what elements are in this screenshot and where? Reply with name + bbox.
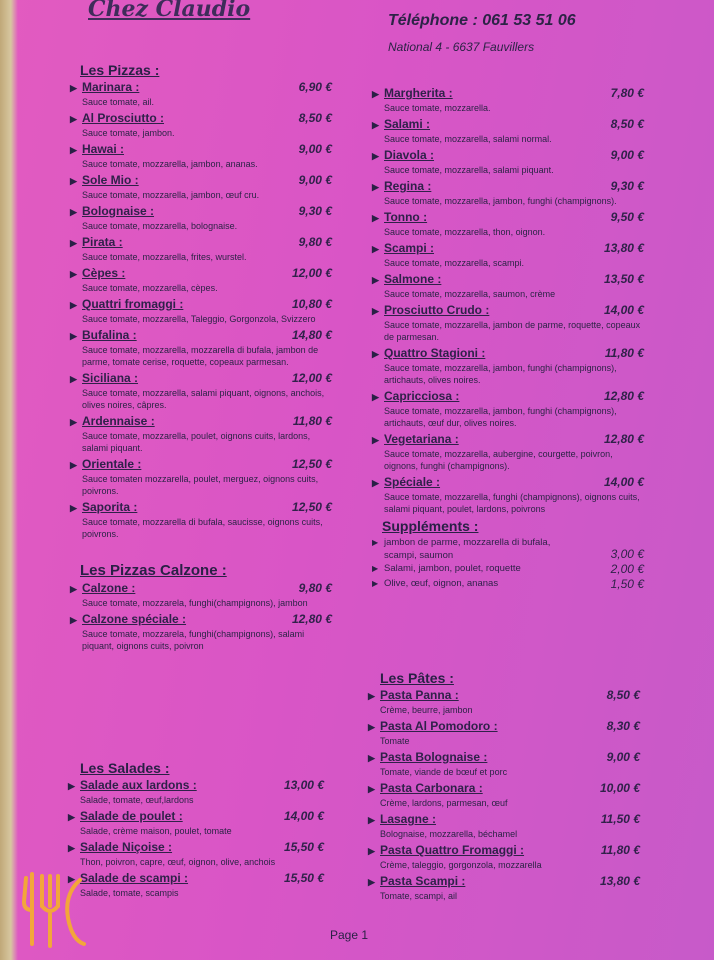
pizzas-left-column <box>70 62 332 543</box>
menu-item-price: 11,80 € <box>600 843 640 857</box>
menu-item <box>368 688 640 716</box>
supplements-list <box>372 536 644 592</box>
menu-item <box>70 297 332 325</box>
menu-item-name: Salade de scampi : <box>80 871 189 885</box>
triangle-right-icon: ▶ <box>70 269 77 279</box>
menu-item <box>70 173 332 201</box>
menu-item-row <box>70 328 332 344</box>
triangle-right-icon: ▶ <box>372 306 379 316</box>
triangle-right-icon: ▶ <box>70 460 77 470</box>
menu-item-row <box>68 778 324 794</box>
triangle-right-icon: ▶ <box>372 579 379 588</box>
triangle-right-icon: ▶ <box>368 691 375 701</box>
supplement-price: 2,00 € <box>610 562 644 576</box>
menu-item-name: Siciliana : <box>82 371 139 385</box>
menu-item-description: Thon, poivron, capre, œuf, oignon, olive, anchois <box>80 857 276 867</box>
menu-item-price: 15,50 € <box>283 840 324 854</box>
menu-item-description: Tomate, scampi, ail <box>380 891 458 901</box>
menu-item-name: Spéciale : <box>384 475 441 489</box>
menu-item-description: Salade, tomate, œuf,lardons <box>80 795 194 805</box>
menu-item <box>68 871 324 899</box>
menu-item <box>68 778 324 806</box>
menu-item <box>368 719 640 747</box>
menu-item-name: Marinara : <box>82 80 140 94</box>
menu-item <box>70 612 332 652</box>
triangle-right-icon: ▶ <box>368 877 375 887</box>
triangle-right-icon: ▶ <box>372 478 379 488</box>
menu-item-row <box>68 840 324 856</box>
menu-item-price: 14,00 € <box>603 303 644 317</box>
menu-item <box>372 117 644 145</box>
supplement-row <box>372 577 644 592</box>
triangle-right-icon: ▶ <box>368 784 375 794</box>
menu-item-row <box>372 148 644 164</box>
menu-item-description: Bolognaise, mozzarella, béchamel <box>380 829 518 839</box>
menu-item <box>368 750 640 778</box>
supplement-row <box>372 562 644 577</box>
menu-item-description: Sauce tomate, mozzarela, funghi(champignons), salami piquant, oignons cuits, poivron <box>82 629 305 651</box>
menu-item-row <box>372 272 644 288</box>
section-title-salades: Les Salades : <box>80 760 170 776</box>
menu-item-name: Pasta Quattro Fromaggi : <box>380 843 525 857</box>
menu-item <box>70 500 332 540</box>
menu-item <box>70 142 332 170</box>
menu-item-price: 12,80 € <box>603 389 644 403</box>
triangle-right-icon: ▶ <box>70 417 77 427</box>
menu-item-row <box>372 475 644 491</box>
menu-item-price: 9,30 € <box>610 179 644 193</box>
menu-item-name: Pasta Carbonara : <box>380 781 483 795</box>
triangle-right-icon: ▶ <box>372 182 379 192</box>
paper-edge <box>0 0 18 960</box>
menu-item <box>70 328 332 368</box>
triangle-right-icon: ▶ <box>70 503 77 513</box>
menu-item <box>372 148 644 176</box>
menu-item-row <box>70 173 332 189</box>
menu-item-name: Al Prosciutto : <box>82 111 165 125</box>
pizzas-right-column <box>372 86 644 592</box>
triangle-right-icon: ▶ <box>372 392 379 402</box>
menu-item <box>372 86 644 114</box>
menu-item-description: Sauce tomate, mozzarella, poulet, oignons cuits, lardons, salami piquant. <box>82 431 311 453</box>
menu-item-row <box>372 86 644 102</box>
menu-item-price: 13,00 € <box>283 778 324 792</box>
menu-item <box>372 389 644 429</box>
triangle-right-icon: ▶ <box>368 815 375 825</box>
menu-item-description: Sauce tomate, mozzarella, jambon, funghi (champignons), artichauts, olives noires. <box>384 363 617 385</box>
triangle-right-icon: ▶ <box>68 874 75 884</box>
menu-item <box>70 111 332 139</box>
menu-item-name: Pasta Panna : <box>380 688 459 702</box>
menu-item <box>372 210 644 238</box>
menu-item-description: Sauce tomate, mozzarela, funghi(champignons), jambon <box>82 598 308 608</box>
menu-item <box>368 874 640 902</box>
menu-item-price: 7,80 € <box>610 86 644 100</box>
menu-item-name: Pasta Al Pomodoro : <box>380 719 498 733</box>
menu-item-description: Sauce tomate, mozzarella, salami normal. <box>384 134 552 144</box>
triangle-right-icon: ▶ <box>372 349 379 359</box>
menu-item-name: Ardennaise : <box>82 414 155 428</box>
menu-item-name: Quattri fromaggi : <box>82 297 184 311</box>
menu-item-row <box>368 719 640 735</box>
menu-item-description: Sauce tomate, mozzarella, frites, wurstel. <box>82 252 247 262</box>
menu-item <box>368 812 640 840</box>
menu-item-description: Sauce tomate, mozzarella, Taleggio, Gorgonzola, Svizzero <box>82 314 316 324</box>
triangle-right-icon: ▶ <box>70 207 77 217</box>
menu-item-name: Margherita : <box>384 86 453 100</box>
section-title-pates: Les Pâtes : <box>380 670 454 686</box>
menu-item-description: Sauce tomate, mozzarella di bufala, saucisse, oignons cuits, poivrons. <box>82 517 323 539</box>
menu-item-name: Scampi : <box>384 241 435 255</box>
menu-item-row <box>70 235 332 251</box>
triangle-right-icon: ▶ <box>372 275 379 285</box>
menu-item-name: Salade Niçoise : <box>80 840 173 854</box>
menu-item-price: 14,00 € <box>603 475 644 489</box>
menu-item-price: 8,50 € <box>606 688 640 702</box>
menu-item-price: 8,50 € <box>610 117 644 131</box>
menu-item-row <box>70 142 332 158</box>
menu-item-description: Sauce tomate, mozzarella, jambon, ananas. <box>82 159 258 169</box>
menu-item-row <box>372 179 644 195</box>
section-title-supplements: Suppléments : <box>382 518 479 534</box>
pates-column <box>368 670 640 905</box>
menu-item-name: Sole Mio : <box>82 173 139 187</box>
menu-item-description: Sauce tomate, mozzarella, mozzarella di bufala, jambon de parme, tomate cerise, roquette, copeaux parmesan. <box>82 345 319 367</box>
menu-item-description: Tomate <box>380 736 410 746</box>
menu-item-row <box>368 781 640 797</box>
menu-item-row <box>368 750 640 766</box>
menu-item-description: Sauce tomate, mozzarella, cèpes. <box>82 283 218 293</box>
menu-item-name: Pirata : <box>82 235 123 249</box>
triangle-right-icon: ▶ <box>70 584 77 594</box>
menu-item-name: Salade de poulet : <box>80 809 183 823</box>
menu-item-description: Crème, taleggio, gorgonzola, mozzarella <box>380 860 542 870</box>
menu-item-price: 13,80 € <box>603 241 644 255</box>
menu-item-description: Sauce tomate, mozzarella, jambon, œuf cru. <box>82 190 260 200</box>
menu-item <box>70 414 332 454</box>
phone-number: Téléphone : 061 53 51 06 <box>388 12 576 29</box>
restaurant-name: Chez Claudio <box>88 0 251 22</box>
menu-item <box>70 235 332 263</box>
triangle-right-icon: ▶ <box>70 374 77 384</box>
menu-item-price: 12,50 € <box>291 457 332 471</box>
fork-logo-icon <box>18 866 90 952</box>
menu-item-name: Bufalina : <box>82 328 137 342</box>
menu-item-price: 11,50 € <box>600 812 640 826</box>
supplement-row <box>372 536 644 562</box>
menu-item-description: Crème, beurre, jambon <box>380 705 473 715</box>
menu-item-name: Diavola : <box>384 148 435 162</box>
triangle-right-icon: ▶ <box>368 753 375 763</box>
menu-item <box>70 204 332 232</box>
triangle-right-icon: ▶ <box>372 564 379 573</box>
menu-item <box>68 840 324 868</box>
menu-item-description: Sauce tomate, mozzarella, saumon, crème <box>384 289 556 299</box>
menu-item-description: Salade, crème maison, poulet, tomate <box>80 826 232 836</box>
salades-column <box>68 760 324 902</box>
menu-item-name: Calzone : <box>82 581 136 595</box>
menu-item-description: Salade, tomate, scampis <box>80 888 179 898</box>
menu-item-description: Sauce tomate, mozzarella, aubergine, courgette, poivron, oignons, funghi (champignons). <box>384 449 613 471</box>
menu-item-row <box>368 874 640 890</box>
menu-item-name: Cèpes : <box>82 266 126 280</box>
menu-item-row <box>368 843 640 859</box>
menu-item-price: 12,80 € <box>603 432 644 446</box>
menu-item-name: Lasagne : <box>380 812 437 826</box>
triangle-right-icon: ▶ <box>68 812 75 822</box>
address: National 4 - 6637 Fauvillers <box>388 40 535 54</box>
menu-item <box>372 475 644 515</box>
supplement-text: Olive, œuf, oignon, ananas <box>384 578 499 589</box>
menu-item-price: 8,50 € <box>298 111 332 125</box>
menu-item-name: Regina : <box>384 179 432 193</box>
menu-item-description: Sauce tomate, mozzarella, salami piquant, oignons, anchois, olives noires, câpres. <box>82 388 325 410</box>
page-number: Page 1 <box>330 928 369 942</box>
menu-item-name: Vegetariana : <box>384 432 459 446</box>
menu-item-row <box>372 241 644 257</box>
triangle-right-icon: ▶ <box>70 145 77 155</box>
menu-item-row <box>68 871 324 887</box>
menu-item-price: 12,80 € <box>291 612 332 626</box>
menu-item-name: Prosciutto Crudo : <box>384 303 490 317</box>
section-title-calzone: Les Pizzas Calzone : <box>80 562 227 579</box>
menu-item-name: Quattro Stagioni : <box>384 346 486 360</box>
triangle-right-icon: ▶ <box>372 244 379 254</box>
menu-item-row <box>372 432 644 448</box>
triangle-right-icon: ▶ <box>70 331 77 341</box>
menu-item-description: Sauce tomate, jambon. <box>82 128 175 138</box>
triangle-right-icon: ▶ <box>70 238 77 248</box>
menu-item-price: 9,00 € <box>610 148 644 162</box>
menu-item <box>372 241 644 269</box>
menu-item <box>368 843 640 871</box>
supplement-text: Salami, jambon, poulet, roquette <box>384 563 521 574</box>
menu-item-description: Sauce tomate, mozzarella, scampi. <box>384 258 525 268</box>
menu-item-name: Pasta Bolognaise : <box>380 750 488 764</box>
triangle-right-icon: ▶ <box>372 120 379 130</box>
menu-item-description: Sauce tomate, ail. <box>82 97 155 107</box>
menu-item-price: 13,50 € <box>603 272 644 286</box>
menu-item-row <box>70 204 332 220</box>
menu-item <box>68 809 324 837</box>
triangle-right-icon: ▶ <box>372 89 379 99</box>
supplement-price: 1,50 € <box>610 577 644 591</box>
menu-item-name: Tonno : <box>384 210 428 224</box>
menu-item-description: Sauce tomate, mozzarella, jambon de parme, roquette, copeaux de parmesan. <box>384 320 641 342</box>
menu-item-row <box>70 371 332 387</box>
menu-item-name: Saporita : <box>82 500 138 514</box>
menu-item-row <box>372 210 644 226</box>
triangle-right-icon: ▶ <box>368 846 375 856</box>
menu-item-name: Pasta Scampi : <box>380 874 466 888</box>
menu-item <box>70 371 332 411</box>
menu-item-price: 9,00 € <box>298 142 332 156</box>
menu-item-description: Sauce tomate, mozzarella, jambon, funghi (champignons). <box>384 196 617 206</box>
triangle-right-icon: ▶ <box>68 781 75 791</box>
triangle-right-icon: ▶ <box>372 538 379 547</box>
menu-item-price: 9,80 € <box>298 581 332 595</box>
menu-item-price: 15,50 € <box>283 871 324 885</box>
menu-item <box>372 303 644 343</box>
supplement-price: 3,00 € <box>610 547 644 561</box>
menu-item-row <box>372 389 644 405</box>
menu-item-price: 9,00 € <box>606 750 640 764</box>
menu-item-description: Sauce tomate, mozzarella, bolognaise. <box>82 221 238 231</box>
triangle-right-icon: ▶ <box>68 843 75 853</box>
menu-item-row <box>70 297 332 313</box>
menu-item-price: 10,00 € <box>599 781 640 795</box>
menu-item-description: Sauce tomate, mozzarella. <box>384 103 491 113</box>
menu-item-price: 6,90 € <box>298 80 332 94</box>
triangle-right-icon: ▶ <box>372 151 379 161</box>
menu-item-name: Bolognaise : <box>82 204 155 218</box>
menu-item-price: 9,50 € <box>610 210 644 224</box>
menu-item-row <box>372 303 644 319</box>
menu-item-price: 13,80 € <box>599 874 640 888</box>
triangle-right-icon: ▶ <box>70 176 77 186</box>
menu-item-row <box>70 111 332 127</box>
menu-item-price: 12,00 € <box>291 266 332 280</box>
triangle-right-icon: ▶ <box>368 722 375 732</box>
menu-item-row <box>70 457 332 473</box>
menu-item <box>368 781 640 809</box>
menu-item-price: 14,80 € <box>291 328 332 342</box>
triangle-right-icon: ▶ <box>372 435 379 445</box>
menu-item <box>70 80 332 108</box>
menu-item-name: Orientale : <box>82 457 142 471</box>
menu-item-price: 11,80 € <box>292 414 332 428</box>
menu-item-name: Calzone spéciale : <box>82 612 187 626</box>
menu-item-name: Salade aux lardons : <box>80 778 197 792</box>
menu-item-description: Tomate, viande de bœuf et porc <box>380 767 508 777</box>
triangle-right-icon: ▶ <box>70 615 77 625</box>
menu-item-description: Sauce tomate, mozzarella, thon, oignon. <box>384 227 546 237</box>
menu-item-description: Sauce tomaten mozzarella, poulet, merguez, oignons cuits, poivrons. <box>82 474 319 496</box>
menu-item <box>70 457 332 497</box>
menu-item-row <box>70 581 332 597</box>
menu-item-name: Hawai : <box>82 142 125 156</box>
menu-item <box>372 346 644 386</box>
menu-item <box>372 179 644 207</box>
menu-item-row <box>70 612 332 628</box>
menu-item-row <box>70 414 332 430</box>
menu-item-price: 12,50 € <box>291 500 332 514</box>
menu-item-price: 14,00 € <box>283 809 324 823</box>
triangle-right-icon: ▶ <box>70 83 77 93</box>
menu-item <box>372 432 644 472</box>
menu-item-row <box>372 346 644 362</box>
menu-item-name: Capricciosa : <box>384 389 460 403</box>
menu-item-description: Sauce tomate, mozzarella, salami piquant. <box>384 165 554 175</box>
menu-item-row <box>70 266 332 282</box>
menu-item-row <box>368 812 640 828</box>
menu-item-row <box>68 809 324 825</box>
menu-item-row <box>368 688 640 704</box>
supplement-text: jambon de parme, mozzarella di bufala, scampi, saumon <box>384 537 551 561</box>
menu-item-name: Salami : <box>384 117 431 131</box>
menu-item-name: Salmone : <box>384 272 442 286</box>
menu-item-row <box>70 80 332 96</box>
menu-item-description: Sauce tomate, mozzarella, jambon, funghi (champignons), artichauts, œuf dur, olives noires. <box>384 406 617 428</box>
menu-item <box>70 266 332 294</box>
triangle-right-icon: ▶ <box>70 300 77 310</box>
menu-item-price: 11,80 € <box>604 346 644 360</box>
menu-item-price: 12,00 € <box>291 371 332 385</box>
menu-item-row <box>70 500 332 516</box>
menu-item-price: 9,00 € <box>298 173 332 187</box>
menu-item-price: 9,80 € <box>298 235 332 249</box>
menu-item-price: 8,30 € <box>606 719 640 733</box>
calzone-column <box>70 562 332 655</box>
menu-item-row <box>372 117 644 133</box>
menu-item-price: 10,80 € <box>291 297 332 311</box>
menu-item-description: Crème, lardons, parmesan, œuf <box>380 798 508 808</box>
menu-item-description: Sauce tomate, mozzarella, funghi (champignons), oignons cuits, salami piquant, poulet, lardons, poivrons <box>384 492 640 514</box>
menu-item <box>70 581 332 609</box>
triangle-right-icon: ▶ <box>70 114 77 124</box>
menu-item-price: 9,30 € <box>298 204 332 218</box>
triangle-right-icon: ▶ <box>372 213 379 223</box>
section-title-pizzas: Les Pizzas : <box>80 62 160 78</box>
menu-item <box>372 272 644 300</box>
